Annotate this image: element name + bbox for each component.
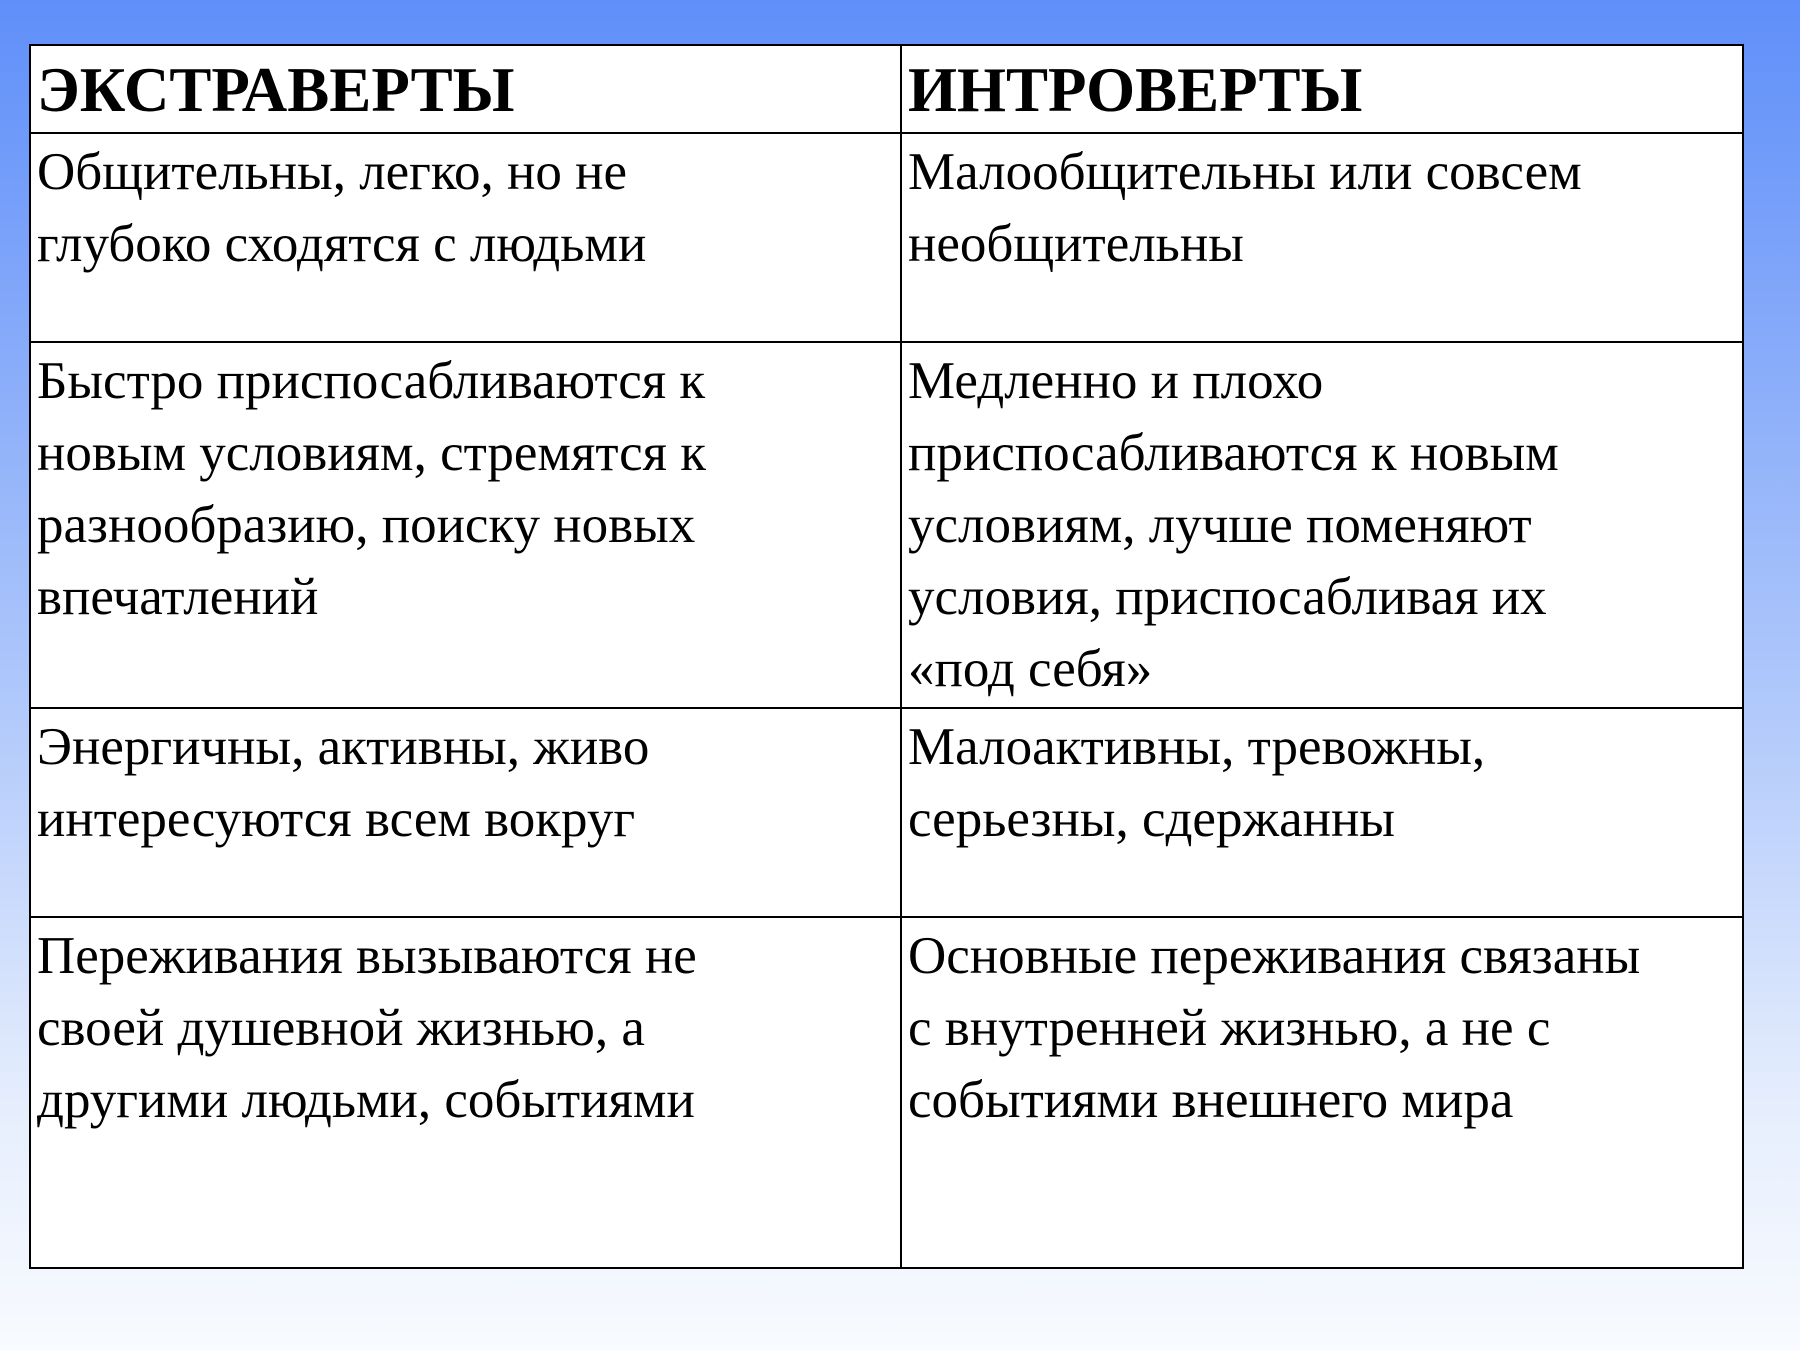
cell-introverts-sociability: Малообщительны или совсем необщительны xyxy=(901,133,1743,342)
cell-introverts-activity: Малоактивны, тревожны, серьезны, сдержанны xyxy=(901,708,1743,917)
cell-extraverts-adaptation: Быстро приспосабливаются к новым условиям, стремятся к разнообразию, поиску новых впечатлений xyxy=(30,342,901,708)
header-introverts: ИНТРОВЕРТЫ xyxy=(901,45,1743,133)
cell-extraverts-activity: Энергичны, активны, живо интересуются всем вокруг xyxy=(30,708,901,917)
comparison-table xyxy=(29,44,1744,1269)
table-row xyxy=(30,708,1743,917)
cell-introverts-adaptation: Медленно и плохо приспосабливаются к новым условиям, лучше поменяют условия, приспосабливая их «под себя» xyxy=(901,342,1743,708)
table-row xyxy=(30,133,1743,342)
table-row xyxy=(30,342,1743,708)
cell-extraverts-experiences: Переживания вызываются не своей душевной жизнью, а другими людьми, событиями xyxy=(30,917,901,1268)
table-header-row xyxy=(30,45,1743,133)
cell-introverts-experiences: Основные переживания связаны с внутренней жизнью, а не с событиями внешнего мира xyxy=(901,917,1743,1268)
header-extraverts: ЭКСТРАВЕРТЫ xyxy=(30,45,901,133)
cell-extraverts-sociability: Общительны, легко, но не глубоко сходятся с людьми xyxy=(30,133,901,342)
table-row xyxy=(30,917,1743,1268)
